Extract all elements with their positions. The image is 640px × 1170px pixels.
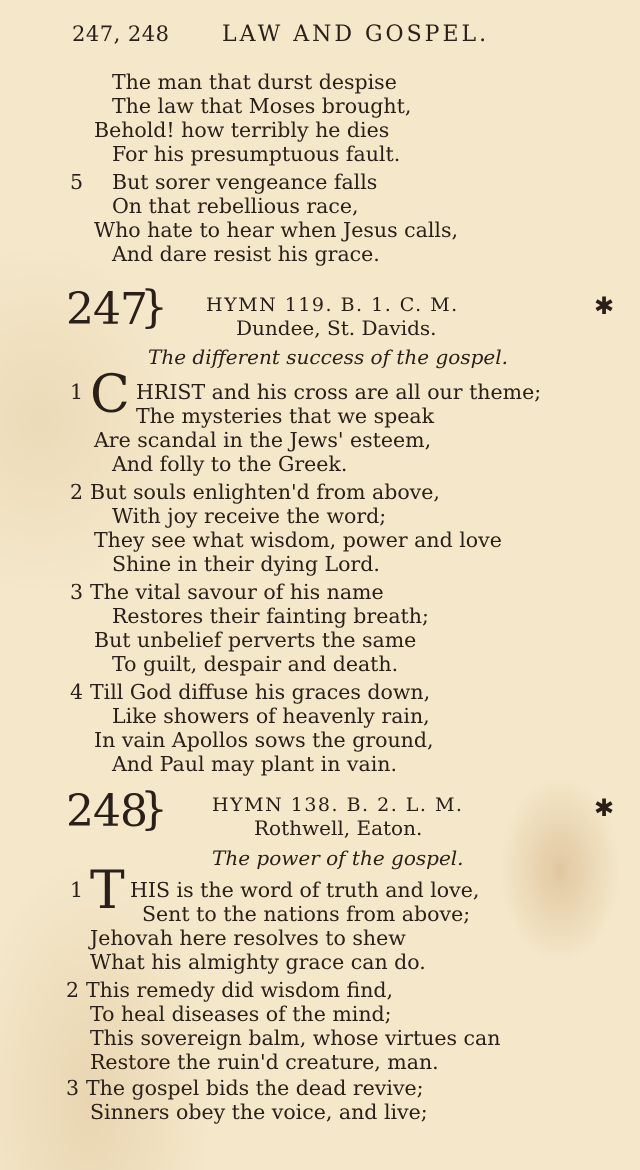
verse-line: Restores their fainting breath; bbox=[112, 604, 429, 628]
verse-line: In vain Apollos sows the ground, bbox=[94, 728, 434, 752]
verse-line: Sinners obey the voice, and live; bbox=[90, 1100, 428, 1124]
brace-glyph: } bbox=[140, 784, 168, 835]
hymn-heading: HYMN 138. B. 2. L. M. bbox=[212, 794, 464, 816]
verse-line: Sent to the nations from above; bbox=[142, 902, 471, 926]
verse-line: Restore the ruin'd creature, man. bbox=[90, 1050, 439, 1074]
verse-line: To guilt, despair and death. bbox=[112, 652, 399, 676]
verse-line: And dare resist his grace. bbox=[112, 242, 380, 266]
drop-cap: T bbox=[90, 861, 125, 921]
page-numbers: 247, 248 bbox=[72, 22, 170, 46]
verse-line: And Paul may plant in vain. bbox=[112, 752, 397, 776]
stanza-number: 3 bbox=[70, 580, 84, 604]
hymn-subtitle: The different success of the gospel. bbox=[148, 345, 508, 369]
verse-line: HIS is the word of truth and love, bbox=[130, 878, 480, 902]
verse-line: To heal diseases of the mind; bbox=[90, 1002, 392, 1026]
stanza-number: 4 bbox=[70, 680, 84, 704]
brace-glyph: } bbox=[140, 282, 168, 333]
verse-line: What his almighty grace can do. bbox=[90, 950, 426, 974]
verse-line: The man that durst despise bbox=[112, 70, 397, 94]
asterisk-mark-icon: ✱ bbox=[594, 292, 615, 320]
hymn-heading: HYMN 119. B. 1. C. M. bbox=[206, 294, 459, 316]
asterisk-mark-icon: ✱ bbox=[594, 794, 615, 822]
verse-line: Jehovah here resolves to shew bbox=[90, 926, 406, 950]
verse-line: On that rebellious race, bbox=[112, 194, 359, 218]
stanza-number: 5 bbox=[70, 170, 84, 194]
verse-line: Like showers of heavenly rain, bbox=[112, 704, 430, 728]
page-header bbox=[72, 22, 552, 52]
verse-line: Who hate to hear when Jesus calls, bbox=[94, 218, 458, 242]
verse-line: They see what wisdom, power and love bbox=[94, 528, 502, 552]
verse-line: This sovereign balm, whose virtues can bbox=[90, 1026, 501, 1050]
verse-line: And folly to the Greek. bbox=[112, 452, 348, 476]
stanza-number: 2 bbox=[70, 480, 84, 504]
verse-line: Behold! how terribly he dies bbox=[94, 118, 390, 142]
stanza-number: 3 bbox=[66, 1076, 80, 1100]
verse-line: Are scandal in the Jews' esteem, bbox=[94, 428, 432, 452]
verse-line: With joy receive the word; bbox=[112, 504, 387, 528]
hymn-number: 247 bbox=[66, 284, 147, 335]
verse-line: This remedy did wisdom find, bbox=[86, 978, 394, 1002]
stanza-number: 1 bbox=[70, 878, 84, 902]
verse-line: But souls enlighten'd from above, bbox=[90, 480, 440, 504]
stanza-number: 2 bbox=[66, 978, 80, 1002]
tune-names: Dundee, St. Davids. bbox=[236, 316, 437, 340]
verse-line: Till God diffuse his graces down, bbox=[90, 680, 431, 704]
page-title: LAW AND GOSPEL. bbox=[222, 22, 490, 47]
verse-line: HRIST and his cross are all our theme; bbox=[136, 380, 542, 404]
verse-line: The gospel bids the dead revive; bbox=[86, 1076, 424, 1100]
verse-line: Shine in their dying Lord. bbox=[112, 552, 380, 576]
verse-line: The mysteries that we speak bbox=[136, 404, 434, 428]
tune-names: Rothwell, Eaton. bbox=[254, 816, 423, 840]
verse-line: For his presumptuous fault. bbox=[112, 142, 401, 166]
hymn-subtitle: The power of the gospel. bbox=[212, 846, 464, 870]
verse-line: But sorer vengeance falls bbox=[112, 170, 378, 194]
hymn-number: 248 bbox=[66, 786, 147, 837]
stanza-number: 1 bbox=[70, 380, 84, 404]
verse-line: The vital savour of his name bbox=[90, 580, 384, 604]
verse-line: But unbelief perverts the same bbox=[94, 628, 417, 652]
verse-line: The law that Moses brought, bbox=[112, 94, 412, 118]
drop-cap: C bbox=[90, 365, 130, 425]
